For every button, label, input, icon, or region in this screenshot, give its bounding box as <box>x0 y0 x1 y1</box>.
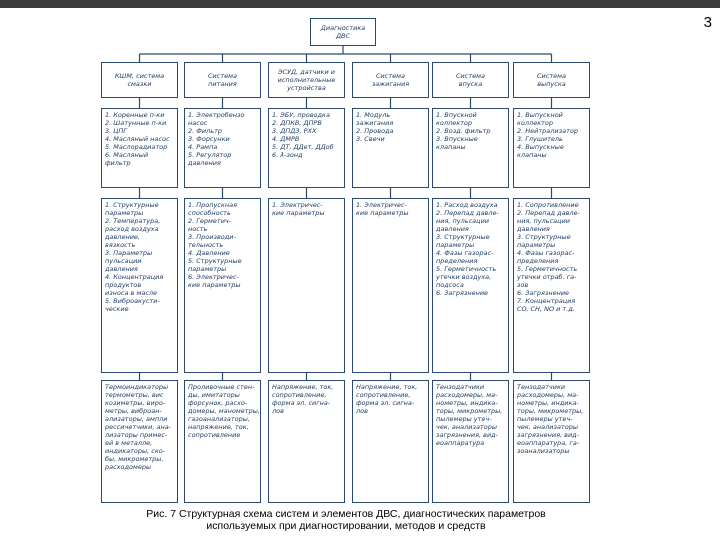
methods-box <box>513 380 590 503</box>
subsystem-header <box>513 62 590 98</box>
methods-box-line: Проливочные стен- <box>188 383 255 391</box>
methods-box-line: торы, микрометры, <box>436 407 503 415</box>
methods-box-line: еоаппаратура, га- <box>517 439 580 447</box>
root-box-line: ДВС <box>335 32 351 40</box>
elements-box-line: 2. Шатунные п-ки <box>105 119 167 127</box>
subsystem-header-line: Система <box>536 72 566 80</box>
methods-box-line: расходомеры, ма- <box>517 391 579 399</box>
methods-box-line: Тензодатчики <box>517 383 566 391</box>
subsystem-header-line: Система <box>455 72 485 80</box>
parameters-box-line: 3. Производи- <box>188 233 236 241</box>
subsystem-header-line: ЭСУД, датчики и <box>277 68 336 76</box>
elements-box-line: 2. Нейтрализатор <box>517 127 578 135</box>
parameters-box-line: 7. Концентрация <box>517 297 576 305</box>
methods-box-line: сопротивление, <box>272 391 327 399</box>
parameters-box-line: давления <box>436 225 469 233</box>
parameters-box-line: 4. Давление <box>188 249 230 257</box>
methods-box-line: термометры, вис <box>105 391 164 399</box>
subsystem-header-line: смазки <box>127 80 152 88</box>
methods-box <box>432 380 509 503</box>
parameters-box-line: вязкость <box>105 241 136 249</box>
methods-box-line: бы, микрометры, <box>105 455 164 463</box>
methods-box-line: лизаторы примес- <box>105 431 168 439</box>
subsystem-header-line: устройства <box>287 84 326 92</box>
parameters-box-line: ность <box>188 225 208 233</box>
methods-box <box>101 380 178 503</box>
parameters-box-line: 6. Загрязнение <box>436 289 489 297</box>
parameters-box-line: 1. Сопротивление <box>517 201 579 209</box>
subsystem-header-line: впуска <box>458 80 483 88</box>
parameters-box-line: 3. Параметры <box>105 249 153 257</box>
elements-box <box>352 108 429 188</box>
elements-box-line: клапаны <box>436 143 466 151</box>
methods-box-line: лов <box>272 407 284 415</box>
methods-box <box>184 380 261 503</box>
parameters-box-line: кие параметры <box>272 209 325 217</box>
elements-box-line: 1. ЭБУ, проводка <box>272 111 330 119</box>
subsystem-header-line: питания <box>208 80 237 88</box>
subsystem-header <box>101 62 178 98</box>
elements-box-line: 3. Форсунки <box>188 135 230 143</box>
parameters-box <box>268 198 345 373</box>
methods-box-line: расходомеры <box>105 463 152 471</box>
elements-box-line: 3. Глушитель <box>517 135 563 143</box>
methods-box-line: загрязнения, вид- <box>517 431 580 439</box>
elements-box-line: 3. Свечи <box>356 135 385 143</box>
parameters-box-line: 2. Перепад давле- <box>436 209 499 217</box>
methods-box-line: газоанализаторы, <box>188 415 250 423</box>
parameters-box-line: 5. Герметичность <box>436 265 497 273</box>
elements-box-line: 5. ДТ, ДДет, ДДоб <box>272 143 334 151</box>
methods-box-line: индикаторы, ско- <box>105 447 166 455</box>
parameters-box-line: CO, CH, NO и т.д. <box>517 305 575 313</box>
elements-box-line: 1. Коренные п-ки <box>105 111 165 119</box>
parameters-box-line: продуктов <box>105 281 142 289</box>
elements-box-line: 3. Впускные <box>436 135 478 143</box>
elements-box <box>513 108 590 188</box>
methods-box-line: ей в металле, <box>105 439 153 447</box>
root-box-line: Диагностика <box>320 24 366 32</box>
subsystem-header <box>268 62 345 98</box>
parameters-box-line: давление, <box>105 233 141 241</box>
parameters-box <box>101 198 178 373</box>
parameters-box-line: параметры <box>517 241 556 249</box>
methods-box-line: чек, анализаторы <box>436 423 497 431</box>
elements-box-line: 5. Маслорадиатор <box>105 143 168 151</box>
parameters-box-line: кие параметры <box>188 281 241 289</box>
elements-box-line: клапаны <box>517 151 547 159</box>
parameters-box <box>184 198 261 373</box>
subsystem-header <box>184 62 261 98</box>
elements-box <box>268 108 345 188</box>
methods-box-line: Напряжение, ток, <box>356 383 418 391</box>
parameters-box-line: пределения <box>436 257 478 265</box>
methods-box-line: напряжение, ток, <box>188 423 249 431</box>
methods-box-line: торы, микрометры, <box>517 407 584 415</box>
parameters-box-line: зов <box>517 281 529 289</box>
subsystem-header-line: выпуска <box>537 80 566 88</box>
elements-box-line: 2. Провода <box>356 127 394 135</box>
elements-box-line: 4. Масляный насос <box>105 135 170 143</box>
parameters-box-line: способность <box>188 209 231 217</box>
subsystem-header-line: Система <box>375 72 405 80</box>
page-number: 3 <box>703 14 712 31</box>
parameters-box-line: 2. Температура, <box>105 217 161 225</box>
elements-box-line: 6. λ-зонд <box>272 151 303 159</box>
elements-box-line: зажигания <box>356 119 394 127</box>
methods-box-line: ализаторы, ампли <box>105 415 168 423</box>
methods-box <box>352 380 429 503</box>
methods-box-line: форма эл. сигна- <box>272 399 331 407</box>
methods-box <box>268 380 345 503</box>
parameters-box-line: 1. Структурные <box>105 201 159 209</box>
subsystem-header-line: КШМ, система <box>114 72 165 80</box>
methods-box-line: Термоиндикаторы <box>105 383 169 391</box>
parameters-box-line: ния, пульсации <box>436 217 490 225</box>
elements-box-line: коллектор <box>436 119 473 127</box>
parameters-box-line: давления <box>517 225 550 233</box>
methods-box-line: метры, виброан- <box>105 407 162 415</box>
methods-box-line: сопротивление, <box>356 391 411 399</box>
parameters-box-line: 2. Перепад давле- <box>517 209 580 217</box>
elements-box-line: 4. ДМРВ <box>272 135 300 143</box>
parameters-box-line: 5. Виброакусти- <box>105 297 160 305</box>
parameters-box-line: параметры <box>436 241 475 249</box>
parameters-box-line: 4. Фазы газорас- <box>436 249 494 257</box>
methods-box-line: рессичетчики, ана- <box>105 423 172 431</box>
methods-box-line: сопротивление <box>188 431 241 439</box>
elements-box-line: 4. Выпускные <box>517 143 564 151</box>
methods-box-line: зоанализаторы <box>517 447 570 455</box>
parameters-box-line: износа в масле <box>105 289 158 297</box>
root-box <box>310 18 376 46</box>
caption-line-1: Рис. 7 Структурная схема систем и элементов ДВС, диагностических параметров <box>146 508 546 520</box>
elements-box-line: 1. Модуль <box>356 111 391 119</box>
parameters-box-line: ния, пульсации <box>517 217 571 225</box>
methods-box-line: пылемеры утеч- <box>436 415 492 423</box>
parameters-box-line: 5. Герметичность <box>517 265 578 273</box>
parameters-box-line: утечки воздуха, <box>436 273 492 281</box>
parameters-box-line: 6. Электричес- <box>188 273 239 281</box>
methods-box-line: расходомеры, ма- <box>436 391 498 399</box>
parameters-box <box>513 198 590 373</box>
parameters-box-line: 4. Фазы газорас- <box>517 249 575 257</box>
parameters-box-line: параметры <box>105 209 144 217</box>
parameters-box-line: 1. Электричес- <box>272 201 323 209</box>
methods-box-line: форма эл. сигна- <box>356 399 415 407</box>
methods-box-line: чек, анализаторы <box>517 423 578 431</box>
parameters-box-line: ческие <box>105 305 129 313</box>
methods-box-line: козиметры, виро- <box>105 399 166 407</box>
methods-box-line: ды, имитаторы <box>188 391 240 399</box>
methods-box-line: загрязнения, вид- <box>436 431 499 439</box>
parameters-box-line: 6. Загрязнение <box>517 289 570 297</box>
elements-box-line: 2. Фильтр <box>188 127 222 135</box>
elements-box-line: 3. ДПДЗ, РХХ <box>272 127 317 135</box>
methods-box-line: нометры, индика- <box>436 399 498 407</box>
methods-box-line: пылемеры утеч- <box>517 415 573 423</box>
elements-box-line: 1. Впускной <box>436 111 477 119</box>
elements-box-line: 2. Возд. фильтр <box>436 127 491 135</box>
methods-box-line: Напряжение, ток, <box>272 383 334 391</box>
parameters-box-line: 5. Структурные <box>188 257 242 265</box>
elements-box-line: коллектор <box>517 119 554 127</box>
elements-box-line: фильтр <box>105 159 131 167</box>
parameters-box <box>432 198 509 373</box>
parameters-box-line: расход воздуха <box>105 225 159 233</box>
parameters-box-line: 3. Структурные <box>517 233 571 241</box>
parameters-box-line: тельность <box>188 241 224 249</box>
parameters-box-line: пределения <box>517 257 559 265</box>
elements-box-line: 1. Выпускной <box>517 111 563 119</box>
methods-box-line: форсунок, расхо- <box>188 399 248 407</box>
caption-line-2: используемых при диагностировании, методов и средств <box>206 520 486 532</box>
subsystem-header-line: зажигания <box>371 80 410 88</box>
parameters-box <box>352 198 429 373</box>
parameters-box-line: кие параметры <box>356 209 409 217</box>
subsystem-header-line: исполнительные <box>277 76 336 84</box>
parameters-box-line: утечки отраб. га- <box>517 273 577 281</box>
elements-box-line: 2. ДПКВ, ДПРВ <box>272 119 322 127</box>
elements-box-line: 4. Рампа <box>188 143 218 151</box>
parameters-box-line: 1. Электричес- <box>356 201 407 209</box>
parameters-box-line: 3. Структурные <box>436 233 490 241</box>
subsystem-header <box>432 62 509 98</box>
parameters-box-line: давления <box>105 265 138 273</box>
elements-box-line: 3. ЦПГ <box>105 127 127 135</box>
parameters-box-line: пульсации <box>105 257 142 265</box>
elements-box-line: 1. Электробензо <box>188 111 245 119</box>
parameters-box-line: 1. Пропускная <box>188 201 237 209</box>
elements-box <box>432 108 509 188</box>
methods-box-line: нометры, индика- <box>517 399 579 407</box>
elements-box-line: давления <box>188 159 221 167</box>
parameters-box-line: 2. Герметич- <box>188 217 232 225</box>
elements-box <box>184 108 261 188</box>
parameters-box-line: параметры <box>188 265 227 273</box>
methods-box-line: еоаппаратура <box>436 439 485 447</box>
elements-box-line: 5. Регулятор <box>188 151 232 159</box>
methods-box-line: домеры, манометры, <box>188 407 260 415</box>
elements-box-line: насос <box>188 119 208 127</box>
figure-caption <box>96 508 596 532</box>
methods-box-line: Тензодатчики <box>436 383 485 391</box>
subsystem-header <box>352 62 429 98</box>
subsystem-header-line: Система <box>207 72 237 80</box>
elements-box-line: 6. Масляный <box>105 151 149 159</box>
parameters-box-line: 4. Концентрация <box>105 273 164 281</box>
methods-box-line: лов <box>356 407 368 415</box>
elements-box <box>101 108 178 188</box>
parameters-box-line: 1. Расход воздуха <box>436 201 498 209</box>
parameters-box-line: подсоса <box>436 281 464 289</box>
